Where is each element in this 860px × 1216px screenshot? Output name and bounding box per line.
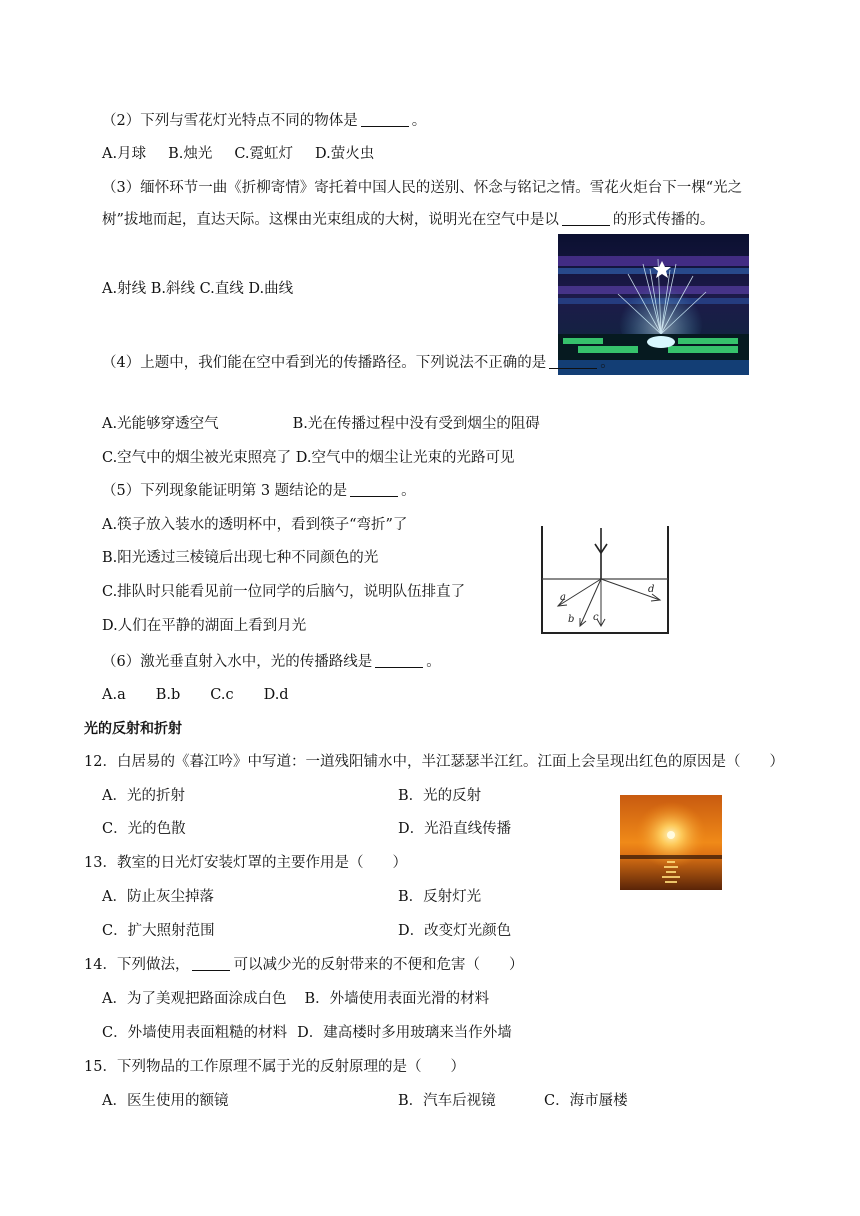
question-12-option-d: D．光沿直线传播 xyxy=(398,821,512,837)
answer-blank xyxy=(361,112,409,127)
question-11-4-options-ab xyxy=(102,414,540,434)
option-b: B.光在传播过程中没有受到烟尘的阻碍 xyxy=(292,416,540,432)
question-12-stem: 12．白居易的《暮江吟》中写道：一道残阳铺水中，半江瑟瑟半江红。江面上会呈现出红色的原因是（ ） xyxy=(84,754,784,770)
label-c: c xyxy=(593,612,599,623)
question-11-4-stem: （4）上题中，我们能在空中看到光的传播路径。下列说法不正确的是 。 xyxy=(102,355,615,371)
option-a: A.月球 xyxy=(102,146,147,162)
option-b: B．外墙使用表面光滑的材料 xyxy=(304,991,490,1007)
beaker-light-paths-diagram xyxy=(538,522,674,638)
option-a: A.光能够穿透空气 xyxy=(102,416,219,432)
question-13-option-a: A．防止灰尘掉落 xyxy=(102,889,214,905)
option-c: C．外墙使用表面粗糙的材料 xyxy=(102,1025,288,1041)
sunset-river-photo xyxy=(620,795,722,890)
question-11-5-option-d: D.人们在平静的湖面上看到月光 xyxy=(102,618,307,634)
option-c: C.c xyxy=(210,687,234,703)
question-14-options-cd xyxy=(102,1023,512,1043)
question-11-3-line2: 树”拔地而起，直达天际。这棵由光束组成的大树，说明光在空气中是以 的形式传播的。 xyxy=(102,212,715,228)
label-d: d xyxy=(648,584,655,595)
option-a: A．为了美观把路面涂成白色 xyxy=(102,991,287,1007)
question-13-stem: 13．教室的日光灯安装灯罩的主要作用是（ ） xyxy=(84,855,407,871)
question-11-2-stem: （2）下列与雪花灯光特点不同的物体是 。 xyxy=(102,113,427,129)
question-11-4-options-cd: C.空气中的烟尘被光束照亮了 D.空气中的烟尘让光束的光路可见 xyxy=(102,450,515,466)
option-b: B.b xyxy=(155,687,181,703)
question-13-option-d: D．改变灯光颜色 xyxy=(398,923,512,939)
question-13-option-c: C．扩大照射范围 xyxy=(102,923,215,939)
question-11-3-options: A.射线 B.斜线 C.直线 D.曲线 xyxy=(102,281,294,297)
sunset-image xyxy=(620,795,722,890)
answer-blank xyxy=(192,956,230,971)
question-15-option-a: A．医生使用的额镜 xyxy=(102,1093,229,1109)
question-15-option-c: C．海市蜃楼 xyxy=(544,1093,628,1109)
option-d: D.萤火虫 xyxy=(315,146,375,162)
answer-blank xyxy=(375,653,423,668)
question-11-5-option-b: B.阳光透过三棱镜后出现七种不同颜色的光 xyxy=(102,550,379,566)
question-11-5-option-c: C.排队时只能看见前一位同学的后脑勺，说明队伍排直了 xyxy=(102,584,466,600)
question-12-option-b: B．光的反射 xyxy=(398,788,482,804)
question-11-5-stem: （5）下列现象能证明第 3 题结论的是 。 xyxy=(102,483,416,499)
answer-blank xyxy=(562,211,610,226)
question-15-stem: 15．下列物品的工作原理不属于光的反射原理的是（ ） xyxy=(84,1059,465,1075)
question-11-5-option-a: A.筷子放入装水的透明杯中，看到筷子“弯折”了 xyxy=(102,517,408,533)
question-11-6-options xyxy=(102,685,289,705)
question-14-stem: 14．下列做法， 可以减少光的反射带来的不便和危害（ ） xyxy=(84,957,524,973)
label-a: a xyxy=(560,592,566,603)
label-b: b xyxy=(568,614,575,625)
answer-blank xyxy=(350,482,398,497)
answer-blank xyxy=(549,354,597,369)
section-heading: 光的反射和折射 xyxy=(84,721,182,737)
question-15-option-b: B．汽车后视镜 xyxy=(398,1093,496,1109)
question-14-options-ab xyxy=(102,989,489,1009)
option-d: D.d xyxy=(263,687,289,703)
option-a: A.a xyxy=(102,687,126,703)
question-11-3-line1: （3）缅怀环节一曲《折柳寄情》寄托着中国人民的送别、怀念与铭记之情。雪花火炬台下一棵“光之 xyxy=(102,180,743,196)
question-12-option-c: C．光的色散 xyxy=(102,821,186,837)
refraction-diagram xyxy=(538,522,674,638)
question-12-option-a: A．光的折射 xyxy=(102,788,185,804)
question-11-2-options xyxy=(102,144,374,164)
question-11-6-stem: （6）激光垂直射入水中，光的传播路线是 。 xyxy=(102,654,441,670)
option-b: B.烛光 xyxy=(168,146,213,162)
option-c: C.霓虹灯 xyxy=(234,146,294,162)
option-d: D．建高楼时多用玻璃来当作外墙 xyxy=(297,1025,512,1041)
question-13-option-b: B．反射灯光 xyxy=(398,889,482,905)
